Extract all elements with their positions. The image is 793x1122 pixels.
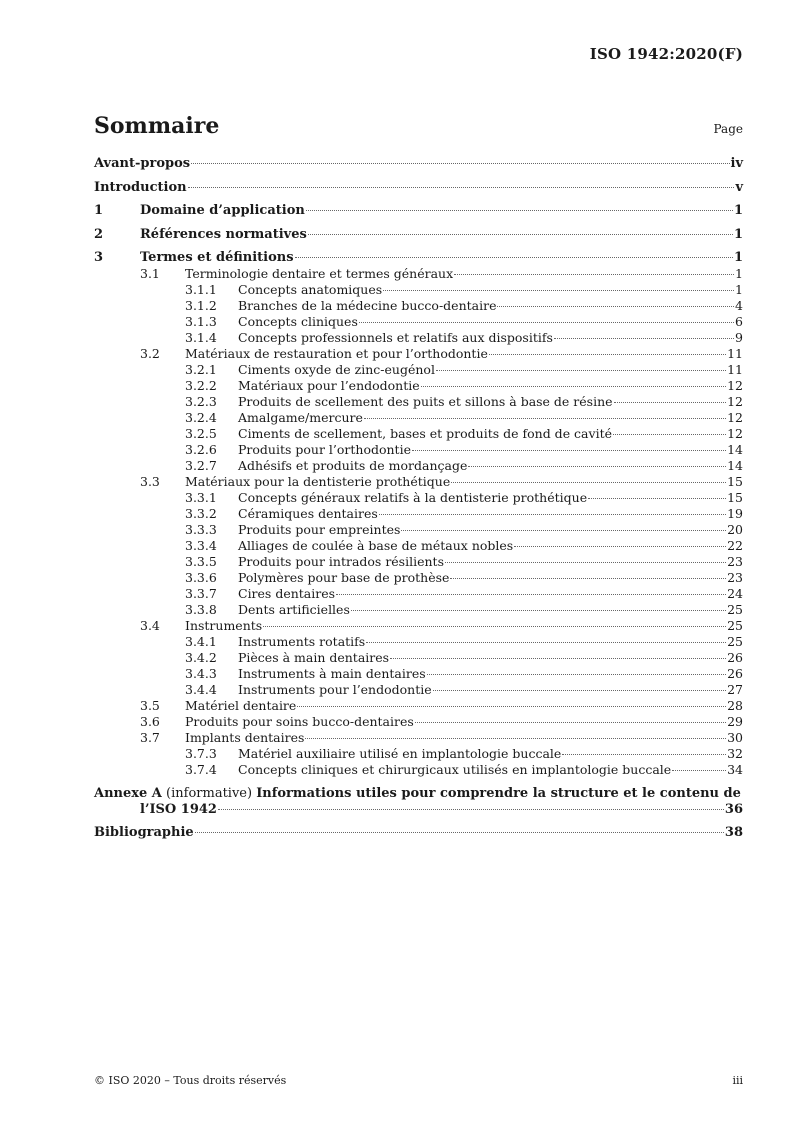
dot-leader [489, 354, 726, 355]
toc-entry-title: Domaine d’application [140, 203, 305, 218]
toc-entry-number: 3.5 [140, 698, 160, 713]
toc-entry-number: 3.7 [140, 730, 160, 745]
toc-entry-page: 1 [733, 250, 743, 265]
toc-entry-page: 23 [727, 570, 743, 585]
toc-entry[interactable] [94, 746, 743, 762]
toc-entry-number: 3.4.3 [185, 666, 217, 681]
dot-leader [297, 706, 726, 707]
dot-leader [436, 370, 726, 371]
toc-entry-number: 3.3.5 [185, 554, 217, 569]
toc-entry-page: 11 [727, 346, 743, 361]
toc-entry-page: 12 [727, 410, 743, 425]
toc-entry-number: 3.2.7 [185, 458, 217, 473]
toc-entry[interactable] [94, 570, 743, 586]
toc-entry[interactable] [94, 458, 743, 474]
toc-entry[interactable] [94, 490, 743, 506]
toc-entry-title: Concepts cliniques [238, 314, 358, 329]
toc-entry-number: 3.4 [140, 618, 160, 633]
toc-entry-page: 1 [733, 203, 743, 218]
toc-entry-title: Matériaux de restauration et pour l’orthodontie [185, 346, 488, 361]
toc-entry[interactable] [94, 298, 743, 314]
dot-leader [421, 386, 726, 387]
toc-entry[interactable] [94, 156, 743, 172]
toc-entry-page: 23 [727, 554, 743, 569]
toc-entry-title: Produits de scellement des puits et sillons à base de résine [238, 394, 613, 409]
toc-entry-number: 3.2.4 [185, 410, 217, 425]
dot-leader [588, 498, 726, 499]
dot-leader [562, 754, 726, 755]
toc-entry-page: 14 [727, 442, 743, 457]
toc-entry-number: 3.7.3 [185, 746, 217, 761]
toc-entry-page: 22 [727, 538, 743, 553]
toc-entry-title: Matériaux pour la dentisterie prothétique [185, 474, 451, 489]
toc-entry-title: Amalgame/mercure [238, 410, 363, 425]
toc-entry-title: Produits pour l’orthodontie [238, 442, 411, 457]
toc-entry[interactable] [94, 506, 743, 522]
toc-entry-title: Matériaux pour l’endodontie [238, 378, 420, 393]
toc-entry-title: Références normatives [140, 226, 307, 242]
toc-bibliography-entry[interactable] [94, 825, 743, 841]
toc-entry-page: 20 [727, 522, 743, 537]
toc-entry[interactable] [94, 762, 743, 778]
page-title: Sommaire [94, 113, 220, 139]
toc-entry-number: 3.3.6 [185, 570, 217, 585]
toc-entry-title: Concepts cliniques et chirurgicaux utilisés en implantologie buccale [238, 762, 672, 777]
toc-entry[interactable] [94, 586, 743, 602]
copyright-notice: © ISO 2020 – Tous droits réservés [94, 1074, 287, 1087]
dot-leader [613, 434, 726, 435]
toc-entry-page: 34 [727, 762, 743, 777]
toc-entry-title: Alliages de coulée à base de métaux nobles [238, 538, 514, 553]
dot-leader [672, 770, 726, 771]
toc-entry-number: 3.1.3 [185, 314, 217, 329]
toc-entry[interactable] [94, 282, 743, 298]
toc-entry-page: 12 [727, 378, 743, 393]
toc-entry-title: Produits pour empreintes [238, 522, 401, 537]
dot-leader [614, 402, 727, 403]
toc-entry-page: 29 [727, 714, 743, 729]
toc-entry-number: 3.6 [140, 714, 160, 729]
dot-leader [336, 594, 726, 595]
toc-entry-title: Céramiques dentaires [238, 506, 378, 521]
toc-entry-title: Matériel dentaire [185, 698, 297, 713]
dot-leader [433, 690, 726, 691]
dot-leader [191, 163, 729, 164]
dot-leader [366, 642, 726, 643]
toc-annex-entry[interactable] [94, 786, 743, 818]
toc-entry-number: 3.4.2 [185, 650, 217, 665]
dot-leader [295, 257, 733, 258]
toc-entry-title: Cires dentaires [238, 586, 336, 601]
toc-entry-number: 3.3.1 [185, 490, 217, 505]
toc-entry-number: 3.2.6 [185, 442, 217, 457]
toc-entry-number: 3.1.2 [185, 298, 217, 313]
toc-entry[interactable] [94, 394, 743, 410]
toc-entry-page: 15 [727, 490, 743, 505]
toc-entry-title: Ciments oxyde de zinc-eugénol [238, 362, 435, 377]
toc-entries [94, 156, 743, 778]
toc-entry[interactable] [94, 522, 743, 538]
toc-heading-row [94, 113, 743, 139]
annex-qualifier: (informative) [166, 785, 253, 801]
toc-entry[interactable] [94, 362, 743, 378]
toc-entry-page: 1 [735, 282, 743, 297]
toc-entry-title: Polymères pour base de prothèse [238, 570, 450, 585]
toc-entry-title: Avant-propos [94, 156, 191, 171]
document-id: ISO 1942:2020(F) [589, 45, 743, 63]
toc-entry[interactable] [94, 538, 743, 554]
dot-leader [195, 832, 724, 833]
toc-entry[interactable] [94, 442, 743, 458]
annex-page: 36 [724, 801, 743, 817]
toc-entry-page: iv [730, 156, 743, 171]
toc-entry-title: Introduction [94, 179, 187, 195]
toc-entry-title: Terminologie dentaire et termes généraux [185, 266, 454, 281]
toc-entry-title: Concepts généraux relatifs à la dentisterie prothétique [238, 490, 588, 505]
toc-entry[interactable] [94, 666, 743, 682]
toc-entry-title: Branches de la médecine bucco-dentaire [238, 298, 497, 313]
toc-entry-page: 19 [727, 506, 743, 521]
dot-leader [451, 482, 726, 483]
dot-leader [427, 674, 726, 675]
toc-entry[interactable] [94, 650, 743, 666]
toc-entry-page: 12 [727, 394, 743, 409]
dot-leader [306, 210, 733, 211]
dot-leader [412, 450, 726, 451]
dot-leader [450, 578, 726, 579]
toc-entry-page: 27 [727, 682, 743, 697]
toc-entry-number: 3 [94, 250, 104, 265]
toc-entry-number: 3.7.4 [185, 762, 217, 777]
toc-entry-page: 9 [735, 330, 743, 345]
toc-entry[interactable] [94, 602, 743, 618]
toc-entry-title: Produits pour soins bucco-dentaires [185, 714, 414, 729]
toc-entry-number: 3.3.3 [185, 522, 217, 537]
toc-entry-title: Concepts anatomiques [238, 282, 383, 297]
toc-entry[interactable] [94, 203, 743, 219]
annex-title-line-2: l’ISO 1942 [140, 801, 217, 817]
dot-leader [390, 658, 726, 659]
toc-entry-number: 3.3 [140, 474, 160, 489]
toc-entry[interactable] [94, 714, 743, 730]
dot-leader [305, 738, 726, 739]
toc-entry-number: 1 [94, 203, 104, 218]
toc-entry-title: Produits pour intrados résilients [238, 554, 444, 569]
toc-entry-number: 3.2.5 [185, 426, 217, 441]
toc-entry-page: 26 [727, 650, 743, 665]
toc-entry-page: 4 [735, 298, 743, 313]
dot-leader [497, 306, 734, 307]
toc-entry-number: 3.3.8 [185, 602, 217, 617]
toc-entry[interactable] [94, 730, 743, 746]
toc-entry-page: 12 [727, 426, 743, 441]
page-footer [94, 1074, 743, 1087]
toc-entry-page: 6 [735, 314, 743, 329]
annex-line-2 [94, 802, 743, 818]
toc-entry-number: 3.2 [140, 346, 160, 361]
toc-entry-number: 3.4.1 [185, 634, 217, 649]
toc-entry[interactable] [94, 426, 743, 442]
dot-leader [308, 234, 733, 235]
page-number: iii [732, 1074, 743, 1087]
toc-entry-title: Concepts professionnels et relatifs aux dispositifs [238, 330, 553, 345]
toc-entry-number: 3.2.1 [185, 362, 217, 377]
dot-leader [401, 530, 726, 531]
toc-entry-number: 3.1.1 [185, 282, 217, 297]
toc-entry-page: 24 [727, 586, 743, 601]
dot-leader [554, 338, 734, 339]
dot-leader [454, 274, 734, 275]
toc-entry-number: 3.1 [140, 266, 160, 281]
toc-entry-title: Instruments à main dentaires [238, 666, 426, 681]
dot-leader [359, 322, 734, 323]
toc-entry-number: 2 [94, 226, 104, 242]
toc-entry-page: 32 [727, 746, 743, 761]
dot-leader [188, 187, 735, 188]
toc-entry-title: Instruments pour l’endodontie [238, 682, 432, 697]
toc-entry[interactable] [94, 266, 743, 282]
toc-entry-page: 15 [727, 474, 743, 489]
bibliography-page: 38 [724, 825, 743, 840]
annex-label: Annexe A [94, 785, 162, 801]
toc-entry-page: 26 [727, 666, 743, 681]
toc-entry-number: 3.2.3 [185, 394, 217, 409]
toc-entry-number: 3.4.4 [185, 682, 217, 697]
toc-entry[interactable] [94, 634, 743, 650]
dot-leader [514, 546, 726, 547]
annex-title-line-1: Informations utiles pour comprendre la structure et le contenu de [256, 785, 741, 801]
toc-entry-page: 1 [733, 226, 743, 242]
dot-leader [351, 610, 726, 611]
toc-entry[interactable] [94, 682, 743, 698]
page-column-label: Page [713, 122, 743, 136]
toc-entry[interactable] [94, 618, 743, 634]
toc-entry-title: Matériel auxiliaire utilisé en implantologie buccale [238, 746, 562, 761]
toc-entry-number: 3.3.4 [185, 538, 217, 553]
dot-leader [415, 722, 726, 723]
toc-entry-page: 25 [727, 634, 743, 649]
toc-entry-number: 3.3.7 [185, 586, 217, 601]
dot-leader [218, 809, 724, 810]
toc-entry[interactable] [94, 227, 743, 243]
toc-entry[interactable] [94, 698, 743, 714]
toc-entry-page: 30 [727, 730, 743, 745]
dot-leader [383, 290, 734, 291]
toc-entry[interactable] [94, 330, 743, 346]
toc-entry[interactable] [94, 410, 743, 426]
toc-entry-title: Instruments rotatifs [238, 634, 366, 649]
toc-entry-title: Implants dentaires [185, 730, 305, 745]
toc-entry[interactable] [94, 554, 743, 570]
toc-entry-title: Instruments [185, 618, 263, 633]
toc-entry-page: 11 [727, 362, 743, 377]
dot-leader [468, 466, 726, 467]
dot-leader [364, 418, 726, 419]
toc-entry[interactable] [94, 378, 743, 394]
dot-leader [379, 514, 726, 515]
toc-entry-page: 25 [727, 618, 743, 633]
toc-entry-page: v [735, 179, 743, 195]
toc-entry-title: Dents artificielles [238, 602, 350, 617]
toc-entry-page: 28 [727, 698, 743, 713]
toc-entry-page: 1 [735, 266, 743, 281]
toc-entry-number: 3.3.2 [185, 506, 217, 521]
toc-entry-number: 3.1.4 [185, 330, 217, 345]
toc-entry-title: Pièces à main dentaires [238, 650, 390, 665]
dot-leader [445, 562, 726, 563]
toc-entry-page: 14 [727, 458, 743, 473]
toc-entry-title: Termes et définitions [140, 250, 294, 265]
toc-entry[interactable] [94, 314, 743, 330]
toc-entry-title: Ciments de scellement, bases et produits de fond de cavité [238, 426, 612, 441]
dot-leader [263, 626, 726, 627]
toc-entry[interactable] [94, 250, 743, 266]
toc-entry[interactable] [94, 474, 743, 490]
annex-line-1 [94, 786, 743, 802]
toc-entry-number: 3.2.2 [185, 378, 217, 393]
table-of-contents [94, 156, 743, 841]
toc-entry-title: Adhésifs et produits de mordançage [238, 458, 468, 473]
toc-entry[interactable] [94, 180, 743, 196]
toc-entry-page: 25 [727, 602, 743, 617]
toc-entry[interactable] [94, 346, 743, 362]
bibliography-title: Bibliographie [94, 825, 194, 840]
